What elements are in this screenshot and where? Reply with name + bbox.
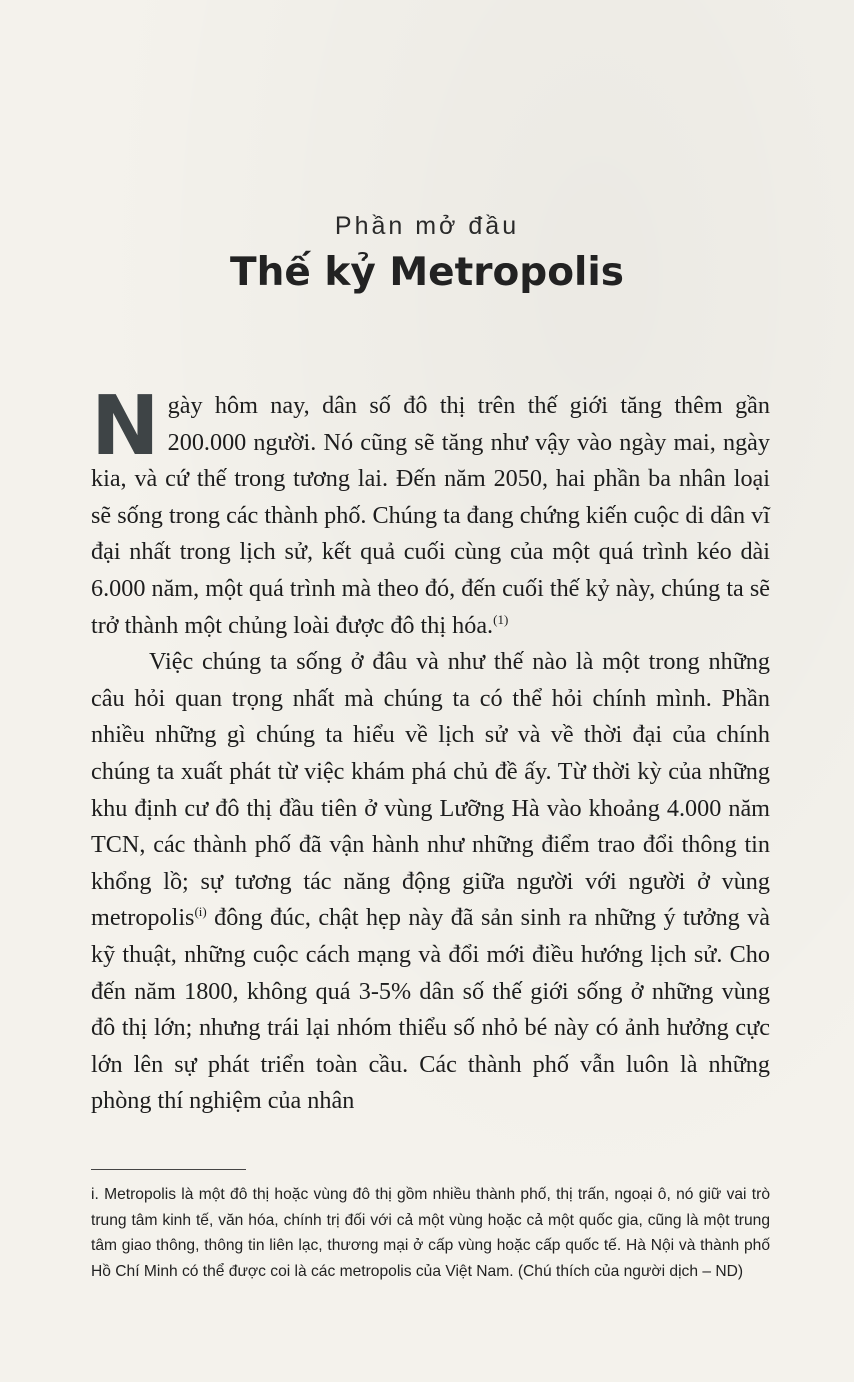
footnote-divider — [91, 1169, 246, 1170]
footnote: i. Metropolis là một đô thị hoặc vùng đô thị gồm nhiều thành phố, thị trấn, ngoại ô, nó giữ vai trò trung tâm kinh tế, văn hóa, chính trị đối với cả một vùng hoặc cả một quốc gia, cũng là một trung tâm giao thông, thông tin liên lạc, thương mại ở cấp vùng hoặc cấp quốc tế. Hà Nội và thành phố Hồ Chí Minh có thể được coi là các metropolis của Việt Nam. (Chú thích của người dịch – ND) — [91, 1186, 770, 1280]
chapter-title: Thế kỷ Metropolis — [230, 250, 624, 295]
paragraph-1-text: gày hôm nay, dân số đô thị trên thế giới tăng thêm gần 200.000 người. Nó cũng sẽ tăng như vậy vào ngày mai, ngày kia, và cứ thế trong tương lai. Đến năm 2050, hai phần ba nhân loại sẽ sống trong các thành phố. Chúng ta đang chứng kiến cuộc di dân vĩ đại nhất trong lịch sử, kết quả cuối cùng của một quá trình kéo dài 6.000 năm, một quá trình mà theo đó, đến cuối thế kỷ này, chúng ta sẽ trở thành một chủng loài được đô thị hóa. — [91, 392, 770, 639]
note-ref-i: (i) — [194, 904, 207, 920]
part-label: Phần mở đầu — [334, 212, 520, 240]
paragraph-2-text-a: Việc chúng ta sống ở đâu và như thế nào là một trong những câu hỏi quan trọng nhất mà chúng ta có thể hỏi chính mình. Phần nhiều những gì chúng ta hiểu về lịch sử và về thời đại của chính chúng ta xuất phát từ việc khám phá chủ đề ấy. Từ thời kỳ của những khu định cư đô thị đầu tiên ở vùng Lưỡng Hà vào khoảng 4.000 năm TCN, các thành phố đã vận hành như những điểm trao đổi thông tin khổng lồ; sự tương tác năng động giữa người với người ở vùng metropolis — [91, 648, 770, 932]
paragraph-2 — [91, 644, 770, 1120]
drop-cap: N — [91, 379, 160, 474]
paragraph-2-text-b: đông đúc, chật hẹp này đã sản sinh ra những ý tưởng và kỹ thuật, những cuộc cách mạng và đổi mới điều hướng lịch sử. Cho đến năm 1800, không quá 3-5% dân số thế giới sống ở những vùng đô thị lớn; nhưng trái lại nhóm thiểu số nhỏ bé này có ảnh hưởng cực lớn lên sự phát triển toàn cầu. Các thành phố vẫn luôn là những phòng thí nghiệm của nhân — [91, 904, 770, 1115]
paragraph-1 — [91, 379, 770, 644]
note-ref-1: (1) — [493, 611, 509, 627]
body-text — [91, 379, 770, 1120]
